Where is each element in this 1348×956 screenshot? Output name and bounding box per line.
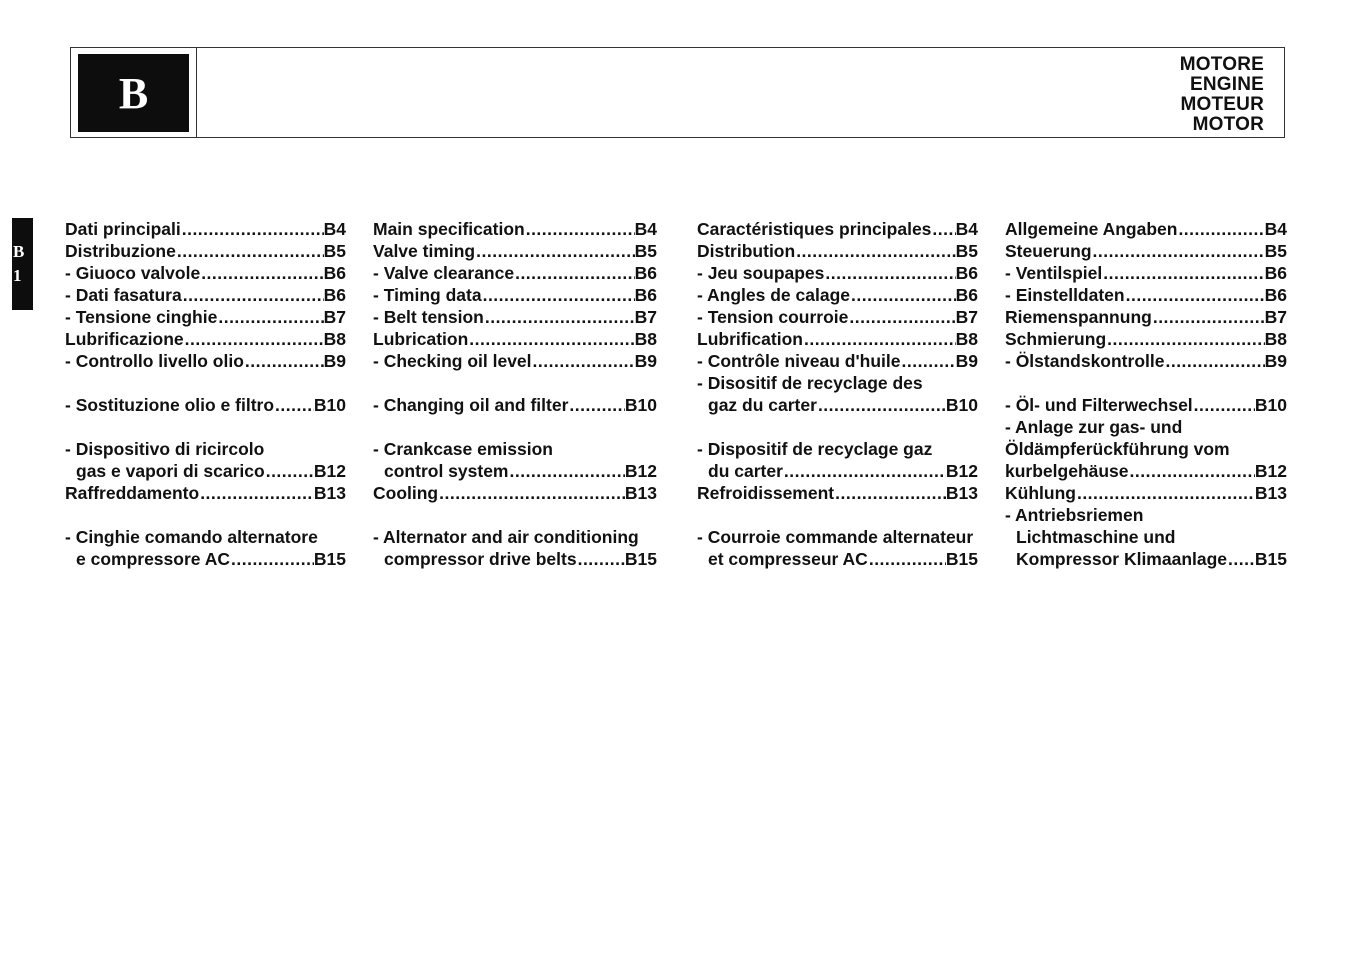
toc-leader-dots <box>1106 329 1264 350</box>
toc-column-german <box>1005 219 1287 571</box>
toc-entry-label: - Controllo livello olio <box>65 351 244 371</box>
toc-entry-label: - Anlage zur gas- und <box>1005 417 1183 437</box>
toc-entry-label: compressor drive belts <box>384 549 577 569</box>
side-tab-letter: B <box>13 242 25 261</box>
toc-entry-label: gas e vapori di scarico <box>76 461 265 481</box>
toc-entry-label: Lubrication <box>373 329 469 349</box>
toc-column-english <box>373 219 657 571</box>
toc-leader-dots <box>508 461 624 482</box>
toc-entry-label: - Tensione cinghie <box>65 307 218 327</box>
toc-entry-label: et compresseur AC <box>708 549 868 569</box>
toc-entry-page: B9 <box>1264 351 1287 371</box>
toc-spacer <box>373 417 657 439</box>
toc-entry-label: - Einstelldaten <box>1005 285 1125 305</box>
toc-entry[interactable] <box>65 483 346 505</box>
toc-entry[interactable] <box>65 395 346 417</box>
toc-entry-label: Cooling <box>373 483 439 503</box>
toc-entry-label: - Dati fasatura <box>65 285 182 305</box>
toc-entry[interactable] <box>65 263 346 285</box>
toc-entry-label: Öldämpferückführung vom <box>1005 439 1230 459</box>
toc-entry-label: - Ölstandskontrolle <box>1005 351 1165 371</box>
toc-entry-page: B15 <box>1254 549 1287 569</box>
toc-entry[interactable] <box>1005 439 1287 461</box>
toc-leader-dots <box>176 241 324 262</box>
toc-entry[interactable] <box>373 461 657 483</box>
toc-entry-page: B12 <box>624 461 657 481</box>
toc-entry-label: kurbelgehäuse <box>1005 461 1129 481</box>
toc-leader-dots <box>1129 461 1255 482</box>
toc-entry-page: B12 <box>313 461 346 481</box>
toc-entry-label: - Dispositif de recyclage gaz <box>697 439 933 459</box>
toc-entry[interactable] <box>697 439 978 461</box>
toc-entry-page: B6 <box>634 285 657 305</box>
toc-entry-label: e compressore AC <box>76 549 230 569</box>
toc-entry[interactable] <box>373 285 657 307</box>
toc-entry[interactable] <box>65 329 346 351</box>
toc-entry-label: gaz du carter <box>708 395 817 415</box>
toc-entry-page: B12 <box>945 461 978 481</box>
toc-entry-label: - Giuoco valvole <box>65 263 201 283</box>
toc-entry-page: B5 <box>634 241 657 261</box>
toc-entry[interactable] <box>65 439 346 461</box>
toc-entry-page: B6 <box>323 263 346 283</box>
toc-leader-dots <box>199 483 314 504</box>
toc-entry[interactable] <box>373 329 657 351</box>
toc-leader-dots <box>1125 285 1265 306</box>
toc-leader-dots <box>824 263 955 284</box>
toc-entry[interactable] <box>697 549 978 571</box>
toc-entry-label: Kühlung <box>1005 483 1076 503</box>
toc-leader-dots <box>482 285 635 306</box>
toc-leader-dots <box>484 307 635 328</box>
toc-entry-label: Raffreddamento <box>65 483 200 503</box>
toc-entry[interactable] <box>1005 395 1287 417</box>
toc-entry-label: - Courroie commande alternateur <box>697 527 974 547</box>
toc-leader-dots <box>850 285 956 306</box>
toc-entry[interactable] <box>697 219 978 241</box>
toc-entry[interactable] <box>65 219 346 241</box>
toc-entry-page: B9 <box>955 351 978 371</box>
toc-entry-page: B12 <box>1254 461 1287 481</box>
toc-entry[interactable] <box>1005 329 1287 351</box>
toc-entry[interactable] <box>1005 263 1287 285</box>
toc-entry[interactable] <box>373 483 657 505</box>
toc-entry-page: B13 <box>313 483 346 503</box>
toc-entry-page: B6 <box>955 263 978 283</box>
toc-entry-label: Kompressor Klimaanlage <box>1016 549 1228 569</box>
toc-entry-page: B7 <box>955 307 978 327</box>
toc-entry[interactable] <box>373 219 657 241</box>
toc-leader-dots <box>568 395 624 416</box>
toc-entry[interactable] <box>1005 351 1287 373</box>
toc-entry[interactable] <box>697 373 978 395</box>
toc-entry-label: - Jeu soupapes <box>697 263 825 283</box>
toc-entry[interactable] <box>697 241 978 263</box>
toc-column-french <box>697 219 978 571</box>
toc-leader-dots <box>184 329 324 350</box>
toc-entry-label: Lubrification <box>697 329 803 349</box>
header-frame <box>70 47 1285 138</box>
toc-leader-dots <box>244 351 324 372</box>
toc-spacer <box>1005 373 1287 395</box>
toc-entry-label: - Dispositivo di ricircolo <box>65 439 265 459</box>
toc-leader-dots <box>1193 395 1255 416</box>
toc-entry[interactable] <box>697 351 978 373</box>
toc-spacer <box>373 373 657 395</box>
toc-entry-label: - Ventilspiel <box>1005 263 1103 283</box>
toc-leader-dots <box>532 351 635 372</box>
toc-entry-label: Allgemeine Angaben <box>1005 219 1178 239</box>
toc-leader-dots <box>468 329 634 350</box>
toc-leader-dots <box>200 263 323 284</box>
toc-entry[interactable] <box>1005 527 1287 549</box>
toc-entry[interactable] <box>697 307 978 329</box>
toc-entry-label: - Sostituzione olio e filtro <box>65 395 275 415</box>
toc-leader-dots <box>230 549 314 570</box>
toc-entry[interactable] <box>697 285 978 307</box>
toc-entry[interactable] <box>697 461 978 483</box>
toc-entry-label: - Öl- und Filterwechsel <box>1005 395 1193 415</box>
section-titles <box>1180 55 1264 135</box>
toc-leader-dots <box>817 395 946 416</box>
side-tab-number: 1 <box>13 266 22 285</box>
toc-leader-dots <box>900 351 955 372</box>
title-english: ENGINE <box>1189 74 1264 95</box>
toc-column-italian <box>65 219 346 571</box>
toc-entry-page: B13 <box>945 483 978 503</box>
toc-entry-page: B5 <box>1264 241 1287 261</box>
toc-entry-label: Dati principali <box>65 219 181 239</box>
toc-entry-page: B8 <box>1264 329 1287 349</box>
toc-entry-label: - Antriebsriemen <box>1005 505 1144 525</box>
toc-entry-page: B15 <box>945 549 978 569</box>
toc-entry-page: B4 <box>323 219 346 239</box>
title-french: MOTEUR <box>1180 94 1264 115</box>
toc-entry-label: Refroidissement <box>697 483 835 503</box>
toc-entry[interactable] <box>373 263 657 285</box>
toc-entry-label: du carter <box>708 461 783 481</box>
toc-entry-label: - Valve clearance <box>373 263 515 283</box>
toc-entry[interactable] <box>1005 285 1287 307</box>
toc-leader-dots <box>1076 483 1255 504</box>
toc-entry[interactable] <box>373 549 657 571</box>
toc-entry-page: B5 <box>955 241 978 261</box>
toc-entry-page: B10 <box>945 395 978 415</box>
toc-entry-label: - Alternator and air conditioning <box>373 527 639 547</box>
header-divider <box>196 47 197 138</box>
toc-leader-dots <box>783 461 946 482</box>
toc-entry-label: Distribution <box>697 241 796 261</box>
toc-leader-dots <box>475 241 635 262</box>
toc-leader-dots <box>181 219 324 240</box>
toc-entry-label: - Cinghie comando alternatore <box>65 527 318 547</box>
toc-entry[interactable] <box>697 395 978 417</box>
toc-entry[interactable] <box>373 307 657 329</box>
toc-entry[interactable] <box>1005 241 1287 263</box>
toc-entry[interactable] <box>65 461 346 483</box>
toc-leader-dots <box>274 395 314 416</box>
title-italian: MOTORE <box>1179 54 1264 75</box>
toc-leader-dots <box>848 307 955 328</box>
toc-entry-page: B13 <box>624 483 657 503</box>
toc-entry[interactable] <box>697 527 978 549</box>
toc-entry-page: B15 <box>313 549 346 569</box>
toc-entry[interactable] <box>373 351 657 373</box>
toc-entry-page: B10 <box>1254 395 1287 415</box>
toc-entry-page: B15 <box>624 549 657 569</box>
section-letter-box <box>78 54 189 132</box>
toc-entry-label: - Timing data <box>373 285 482 305</box>
toc-leader-dots <box>795 241 955 262</box>
toc-leader-dots <box>1092 241 1265 262</box>
toc-leader-dots <box>265 461 314 482</box>
toc-entry-page: B9 <box>634 351 657 371</box>
toc-entry-page: B8 <box>323 329 346 349</box>
toc-entry[interactable] <box>1005 505 1287 527</box>
toc-entry[interactable] <box>65 527 346 549</box>
toc-entry-page: B6 <box>323 285 346 305</box>
toc-entry-label: - Belt tension <box>373 307 484 327</box>
toc-entry-label: Lubrificazione <box>65 329 184 349</box>
toc-entry-label: - Disositif de recyclage des <box>697 373 923 393</box>
toc-entry-label: Schmierung <box>1005 329 1107 349</box>
toc-entry-page: B5 <box>323 241 346 261</box>
toc-leader-dots <box>438 483 625 504</box>
toc-leader-dots <box>803 329 956 350</box>
toc-entry[interactable] <box>65 549 346 571</box>
toc-entry-label: Riemenspannung <box>1005 307 1152 327</box>
toc-leader-dots <box>1102 263 1264 284</box>
toc-entry-label: - Tension courroie <box>697 307 849 327</box>
toc-leader-dots <box>868 549 946 570</box>
toc-entry-page: B6 <box>634 263 657 283</box>
title-german: MOTOR <box>1192 114 1264 135</box>
toc-entry-label: - Changing oil and filter <box>373 395 569 415</box>
toc-entry-page: B4 <box>634 219 657 239</box>
toc-leader-dots <box>931 219 955 240</box>
toc-entry-label: Main specification <box>373 219 525 239</box>
toc-entry-label: - Angles de calage <box>697 285 851 305</box>
toc-leader-dots <box>834 483 946 504</box>
toc-leader-dots <box>577 549 625 570</box>
toc-spacer <box>697 417 978 439</box>
toc-entry-page: B13 <box>1254 483 1287 503</box>
toc-entry[interactable] <box>697 483 978 505</box>
toc-entry-label: - Checking oil level <box>373 351 532 371</box>
toc-leader-dots <box>514 263 635 284</box>
toc-entry-page: B8 <box>955 329 978 349</box>
toc-leader-dots <box>1164 351 1264 372</box>
toc-entry[interactable] <box>373 241 657 263</box>
toc-entry-page: B7 <box>323 307 346 327</box>
toc-leader-dots <box>525 219 635 240</box>
toc-entry-page: B8 <box>634 329 657 349</box>
toc-spacer <box>697 505 978 527</box>
toc-entry-page: B10 <box>313 395 346 415</box>
toc-spacer <box>65 417 346 439</box>
toc-entry[interactable] <box>697 263 978 285</box>
toc-entry[interactable] <box>65 307 346 329</box>
toc-entry[interactable] <box>65 351 346 373</box>
toc-spacer <box>65 505 346 527</box>
toc-entry[interactable] <box>1005 483 1287 505</box>
toc-entry-page: B7 <box>1264 307 1287 327</box>
toc-entry[interactable] <box>65 241 346 263</box>
toc-entry[interactable] <box>1005 417 1287 439</box>
section-letter: B <box>118 68 149 118</box>
toc-leader-dots <box>217 307 323 328</box>
toc-entry-page: B6 <box>955 285 978 305</box>
side-thumb-tab <box>12 218 33 310</box>
toc-entry-label: Steuerung <box>1005 241 1092 261</box>
toc-entry-label: Caractéristiques principales <box>697 219 932 239</box>
toc-entry[interactable] <box>697 329 978 351</box>
toc-entry-page: B7 <box>634 307 657 327</box>
toc-entry[interactable] <box>65 285 346 307</box>
toc-entry-label: control system <box>384 461 509 481</box>
toc-leader-dots <box>1177 219 1264 240</box>
toc-entry[interactable] <box>1005 461 1287 483</box>
toc-entry[interactable] <box>1005 307 1287 329</box>
toc-entry-page: B4 <box>1264 219 1287 239</box>
toc-entry[interactable] <box>373 439 657 461</box>
toc-entry[interactable] <box>1005 219 1287 241</box>
toc-entry-page: B9 <box>323 351 346 371</box>
toc-entry-page: B6 <box>1264 263 1287 283</box>
toc-spacer <box>373 505 657 527</box>
toc-leader-dots <box>1152 307 1265 328</box>
toc-spacer <box>65 373 346 395</box>
toc-entry[interactable] <box>373 527 657 549</box>
toc-entry[interactable] <box>373 395 657 417</box>
toc-entry-label: Valve timing <box>373 241 476 261</box>
toc-entry-page: B6 <box>1264 285 1287 305</box>
toc-entry-label: Distribuzione <box>65 241 176 261</box>
toc-entry-page: B10 <box>624 395 657 415</box>
toc-entry-label: Lichtmaschine und <box>1016 527 1176 547</box>
toc-entry-label: - Contrôle niveau d'huile <box>697 351 901 371</box>
toc-leader-dots <box>182 285 324 306</box>
toc-entry[interactable] <box>1005 549 1287 571</box>
toc-leader-dots <box>1227 549 1255 570</box>
toc-entry-label: - Crankcase emission <box>373 439 553 459</box>
toc-entry-page: B4 <box>955 219 978 239</box>
